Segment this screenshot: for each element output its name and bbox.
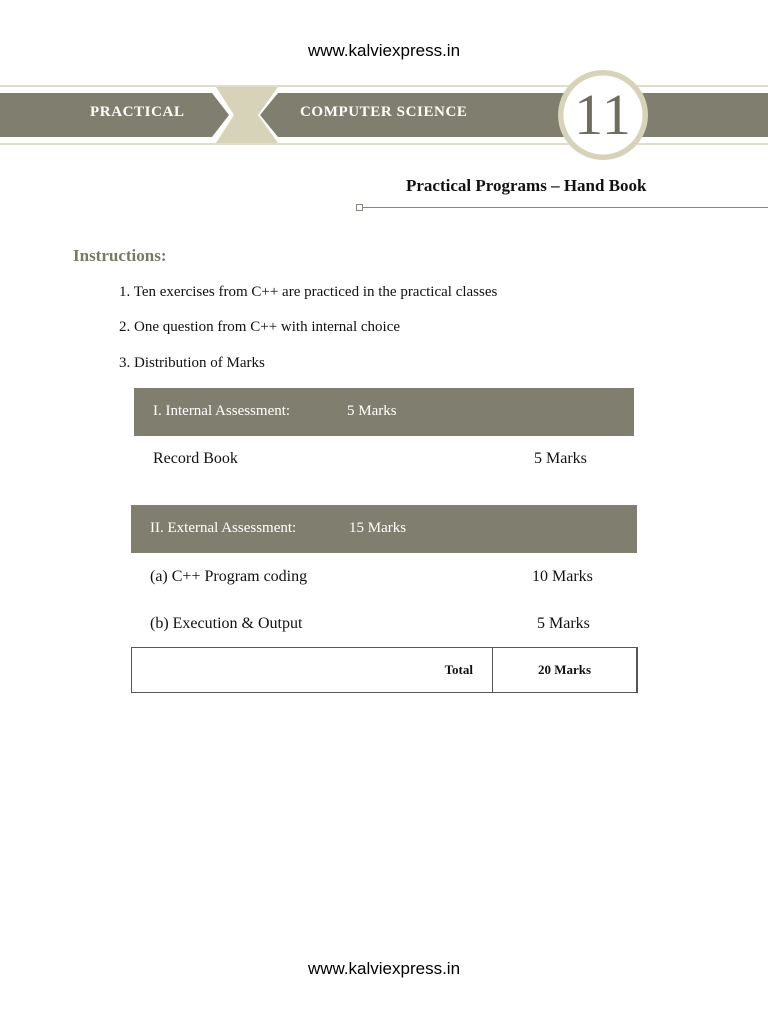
site-url-header: www.kalviexpress.in [307, 41, 461, 60]
internal-assessment-header [134, 388, 634, 436]
instruction-item: 2. One question from C++ with internal choice [119, 319, 401, 335]
class-number-badge: 11 [574, 82, 632, 147]
marks-row-value: 10 Marks [532, 568, 593, 585]
banner-label-subject: COMPUTER SCIENCE [300, 104, 468, 120]
title-underline-marker [356, 204, 363, 211]
instruction-item: 1. Ten exercises from C++ are practiced in the practical classes [119, 284, 498, 300]
internal-assessment-marks: 5 Marks [347, 403, 397, 419]
total-label: Total [444, 662, 473, 677]
external-assessment-label: II. External Assessment: [150, 520, 297, 536]
marks-row-item: Record Book [153, 450, 238, 467]
marks-row-value: 5 Marks [537, 615, 590, 632]
total-row [131, 647, 638, 693]
total-marks: 20 Marks [537, 662, 592, 677]
handbook-title: Practical Programs – Hand Book [406, 176, 647, 195]
instruction-item: 3. Distribution of Marks [119, 355, 265, 371]
internal-assessment-label: I. Internal Assessment: [153, 403, 291, 419]
marks-row-item: (a) C++ Program coding [150, 568, 308, 585]
instructions-heading: Instructions: [73, 246, 167, 265]
external-assessment-header [131, 505, 637, 553]
banner-label-practical: PRACTICAL [90, 104, 185, 120]
external-assessment-marks: 15 Marks [349, 520, 407, 536]
title-underline [360, 207, 768, 208]
marks-row-item: (b) Execution & Output [150, 615, 303, 632]
marks-row-value: 5 Marks [534, 450, 587, 467]
site-url-footer: www.kalviexpress.in [307, 959, 461, 978]
